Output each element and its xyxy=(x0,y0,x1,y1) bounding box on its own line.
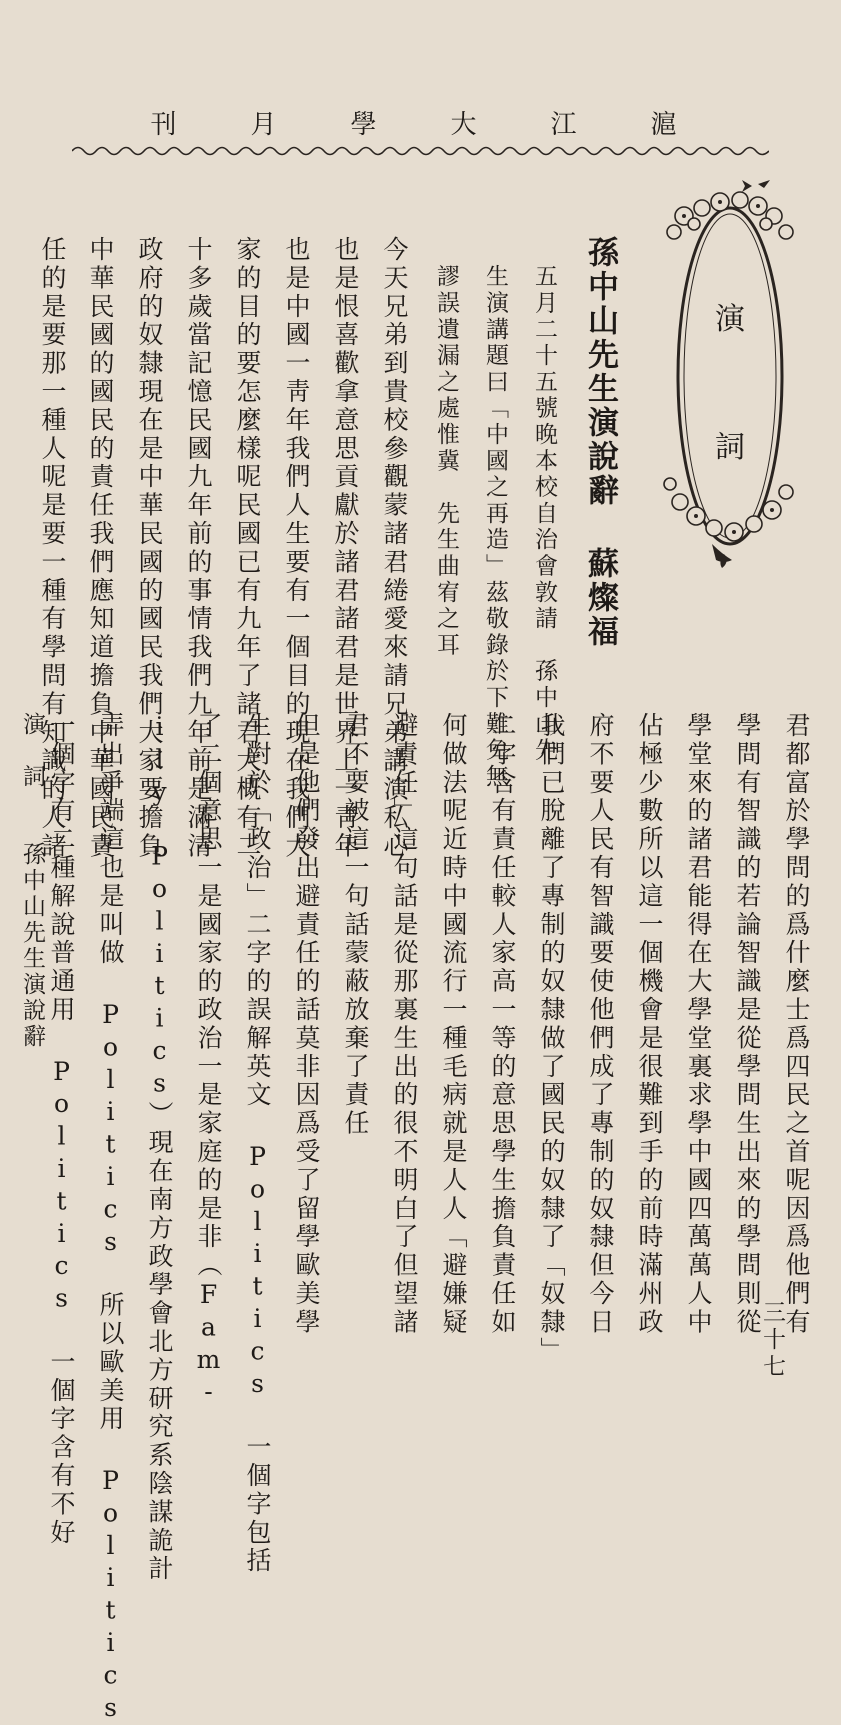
preface-line: 謬誤遺漏之處惟冀 先生曲宥之耳 xyxy=(433,264,459,659)
body-line: 家的目的要怎麼樣呢民國已有九年了諸君大概有二 xyxy=(233,236,262,861)
header-wavy-rule xyxy=(72,144,769,158)
body-line: 中華民國的國民的責任我們應知道擔負中華國民責 xyxy=(86,236,115,861)
body-line: 生對於「政治」二字的誤解英文 Politics 一個字包括 xyxy=(243,712,272,1576)
body-line: 避責任」這句話是從那裏生出的很不明白了但望諸 xyxy=(390,712,419,1337)
body-line: 但是他們發出避責任的話莫非因爲受了留學歐美學 xyxy=(292,712,321,1337)
preface-line: 生演講題曰「中國之再造」茲敬錄於下難免無 xyxy=(482,264,508,790)
body-line: 學問有智識的若論智識是從學問生出來的學問則從 xyxy=(733,712,762,1337)
body-line: 佔極少數所以這一個機會是很難到手的前時滿州政 xyxy=(635,712,664,1337)
body-line: 一個字有二種解說普通用 Politics 一個字含有不好 xyxy=(47,712,76,1548)
body-line: 府不要人民有智識要使他們成了專制的奴隸但今日 xyxy=(586,712,615,1337)
body-line: 我們已脫離了專制的奴隸做了國民的奴隸了「奴隸」 xyxy=(537,712,566,1366)
section-frame-ornament xyxy=(654,172,806,570)
section-label-char-1: 演 xyxy=(715,302,745,337)
body-line: 弄出爭端這也是叫做 Politics 所以歐美用 Politics xyxy=(96,712,125,1725)
preface-line: 五月二十五號晚本校自治會敦請 孫中山先 xyxy=(531,264,557,764)
body-line: 二字含有責任較人家高一等的意思學生擔負責任如 xyxy=(488,712,517,1337)
body-line: 任的是要那一種人呢是要一種有學問有知識的人諸 xyxy=(38,236,67,861)
page-number: 三十七 xyxy=(759,1300,785,1381)
body-line: 君都富於學問的爲什麼士爲四民之首呢因爲他們有 xyxy=(782,712,811,1337)
body-line: 十多歲當記憶民國九年前的事情我們九年前是滿清 xyxy=(184,236,213,861)
journal-title: 滬江大學月刊 xyxy=(150,110,751,140)
body-line: ily Politics）現在南方政學會北方研究系陰謀詭計 xyxy=(145,712,174,1584)
article-title: 孫中山先生演說辭 xyxy=(582,236,618,508)
body-line: 學堂來的諸君能得在大學堂裏求學中國四萬萬人中 xyxy=(684,712,713,1337)
running-head: 演 詞 孫中山先生演說辭 xyxy=(19,712,45,1050)
article-author: 蘇燦福 xyxy=(582,547,618,649)
body-line: 也是恨喜歡拿意思貢獻於諸君諸君是世界上一靑年 xyxy=(331,236,360,861)
body-line: 君不要被這一句話蒙蔽放棄了責任 xyxy=(341,712,370,1138)
body-line: 政府的奴隸現在是中華民國的國民我們大家要擔負 xyxy=(135,236,164,861)
section-label-char-2: 詞 xyxy=(715,430,745,465)
body-line: 了二個意思一是國家的政治一是家庭的是非（Fam- xyxy=(194,712,223,1410)
body-line: 今天兄弟到貴校參觀蒙諸君綣愛來請兄弟講演私心 xyxy=(380,236,409,861)
body-line: 也是中國一靑年我們人生要有一個目的現在我們大 xyxy=(282,236,311,861)
body-line: 何做法呢近時中國流行一種毛病就是人人「避嫌疑 xyxy=(439,712,468,1337)
